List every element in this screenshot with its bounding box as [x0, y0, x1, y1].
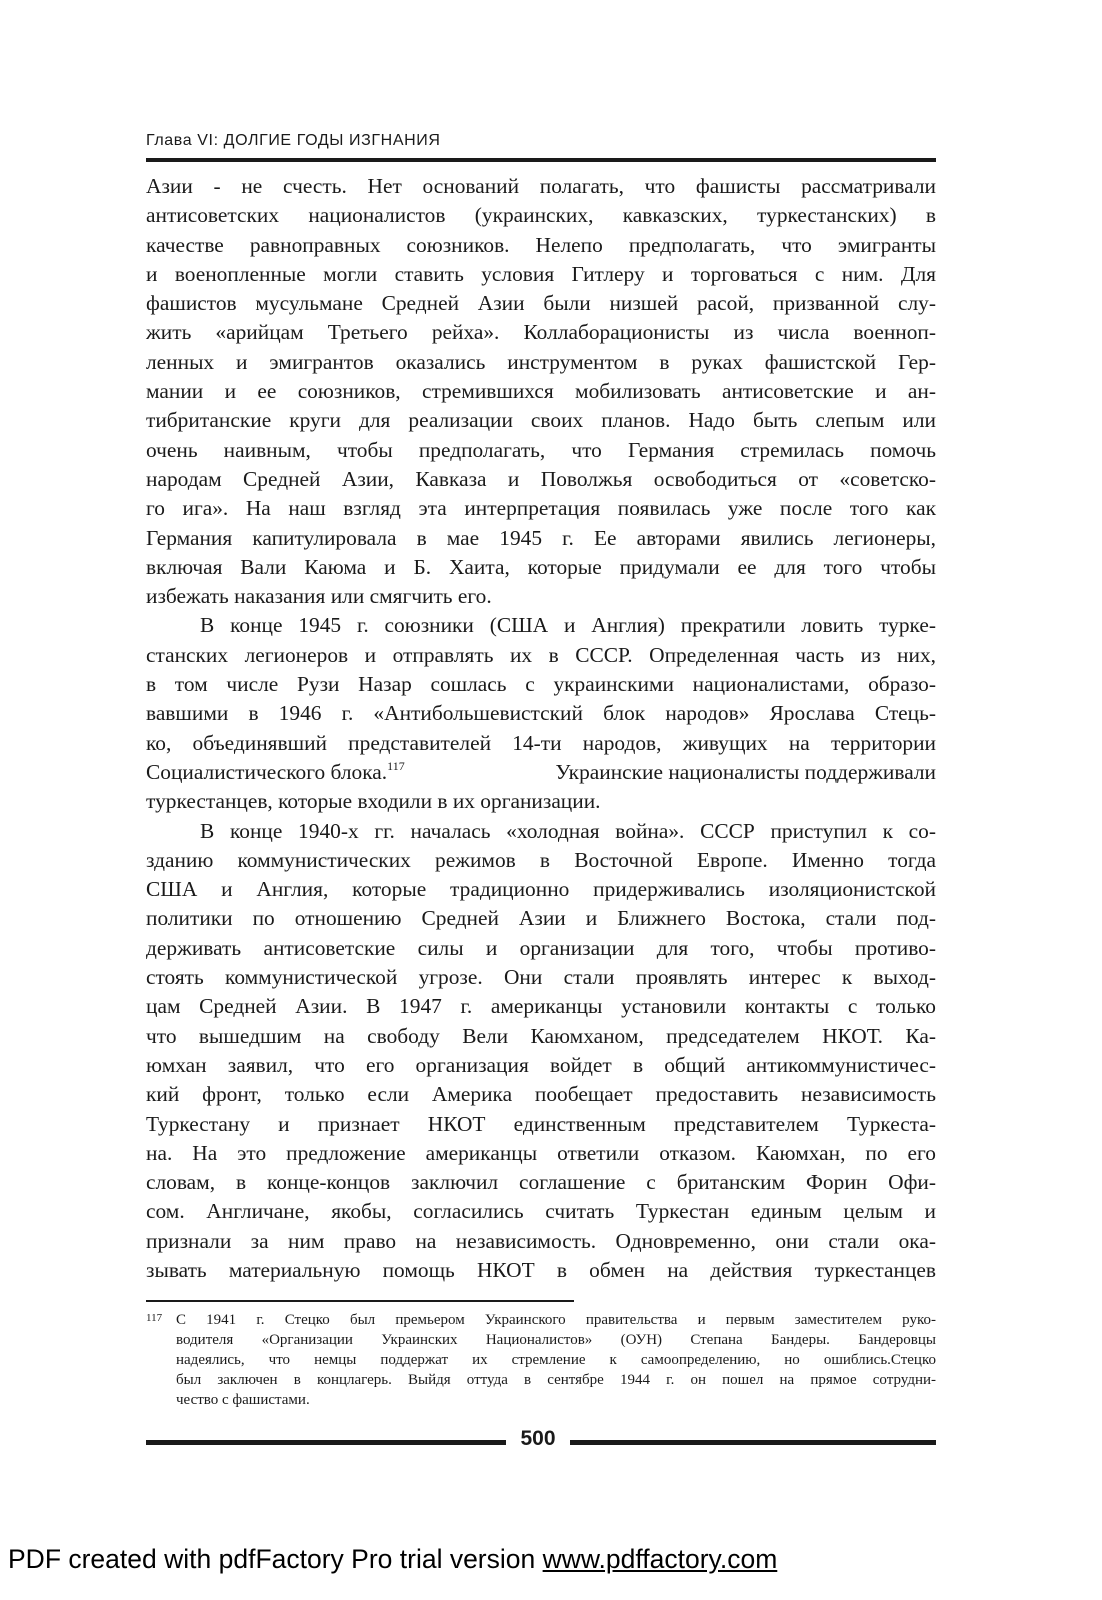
footnote-ref[interactable]: 117 [387, 758, 405, 773]
footnote-mark: 117 [146, 1312, 163, 1324]
text-line: на. На это предложение американцы ответили отказом. Каюмхан, по его [146, 1140, 936, 1165]
footnote-line: водителя «Организации Украинских Националистов» (ОУН) Степана Бандеры. Бандеровцы [176, 1332, 936, 1348]
footnote-line: чество с фашистами. [176, 1392, 310, 1408]
pdffactory-link[interactable]: www.pdffactory.com [542, 1544, 778, 1574]
text-line: тибританские круги для реализации своих планов. Надо быть слепым или [146, 408, 936, 433]
text-line: и военопленные могли ставить условия Гитлеру и торговаться с ним. Для [146, 261, 936, 286]
text-line: антисоветских националистов (украинских, кавказских, туркестанских) в [146, 203, 936, 228]
text-line: го ига». На наш взгляд эта интерпретация появилась уже после того как [146, 496, 936, 521]
body-text [146, 172, 936, 1285]
text-line: Азии - не счесть. Нет оснований полагать, что фашисты рассматривали [146, 174, 936, 198]
text-line: качестве равноправных союзников. Нелепо предполагать, что эмигранты [146, 232, 936, 257]
text-line: Германия капитулировала в мае 1945 г. Ее авторами явились легионеры, [146, 525, 936, 550]
text-line: мании и ее союзников, стремившихся мобилизовать антисоветские и ан- [146, 379, 936, 404]
text-line: избежать наказания или смягчить его. [146, 584, 492, 609]
text-line: В конце 1945 г. союзники (США и Англия) прекратили ловить турке- [200, 613, 936, 638]
text-line: стоять коммунистической угрозе. Они стали проявлять интерес к выход- [146, 965, 936, 990]
text-line: держивать антисоветские силы и организации для того, чтобы противо- [146, 935, 936, 960]
text-line: народам Средней Азии, Кавказа и Поволжья освободиться от «советско- [146, 466, 936, 491]
folio-rule-right [570, 1440, 936, 1445]
text-fragment: Социалистического блока. [146, 759, 388, 784]
footnote-line: надеялись, что немцы поддержат их стремление к самоопределению, но ошиблись.Стецко [176, 1352, 936, 1368]
text-line: очень наивным, чтобы предполагать, что Германия стремилась помочь [146, 437, 936, 462]
text-line: признали за ним право на независимость. Одновременно, они стали ока- [146, 1228, 936, 1253]
running-head-title: Глава VI: ДОЛГИЕ ГОДЫ ИЗГНАНИЯ [146, 132, 441, 149]
text-line: США и Англия, которые традиционно придерживались изоляционистской [146, 877, 936, 902]
text-line: Туркестану и признает НКОТ единственным представителем Туркеста- [146, 1111, 936, 1136]
text-line: кий фронт, только если Америка пообещает предоставить независимость [146, 1082, 936, 1107]
text-line: юмхан заявил, что его организация войдет в общий антикоммунистичес- [146, 1052, 936, 1077]
text-line: ко, объединявший представителей 14-ти народов, живущих на территории [146, 730, 936, 755]
footnote-line: С 1941 г. Стецко был премьером Украинского правительства и первым заместителем руко- [176, 1312, 936, 1328]
text-line: в том числе Рузи Назар сошлась с украинскими националистами, образо- [146, 672, 936, 697]
text-line-with-footnote-ref [146, 758, 936, 787]
text-line: включая Вали Каюма и Б. Хаита, которые придумали ее для того чтобы [146, 554, 936, 579]
text-line: станских легионеров и отправлять их в СССР. Определенная часть из них, [146, 642, 936, 667]
pdf-creator-banner [0, 1544, 1102, 1575]
banner-text: PDF created with pdfFactory Pro trial version [8, 1544, 543, 1574]
text-line: политики по отношению Средней Азии и Ближнего Востока, стали под- [146, 906, 936, 931]
text-line: фашистов мусульмане Средней Азии были низшей расой, призванной слу- [146, 291, 936, 316]
text-fragment: Украинские националисты поддерживали [555, 759, 936, 784]
text-line: ленных и эмигрантов оказались инструментом в руках фашистской Гер- [146, 349, 936, 374]
page-number: 500 [520, 1427, 556, 1450]
footnote-rule [146, 1300, 574, 1302]
text-line: зывать материальную помощь НКОТ в обмен на действия туркестанцев [146, 1257, 936, 1282]
text-line: словам, в конце-концов заключил соглашение с британским Форин Офи- [146, 1170, 936, 1195]
header-rule [146, 158, 936, 162]
text-line: туркестанцев, которые входили в их организации. [146, 789, 601, 814]
text-line: зданию коммунистических режимов в Восточной Европе. Именно тогда [146, 847, 936, 872]
folio-rule-left [146, 1440, 506, 1445]
text-line: цам Средней Азии. В 1947 г. американцы установили контакты с только [146, 994, 936, 1019]
text-line: В конце 1940-х гг. началась «холодная война». СССР приступил к со- [200, 818, 936, 843]
text-line: жить «арийцам Третьего рейха». Коллаборационисты из числа военноп- [146, 320, 936, 345]
text-line: что вышедшим на свободу Вели Каюмханом, председателем НКОТ. Ка- [146, 1023, 936, 1048]
text-line: сом. Англичане, якобы, согласились считать Туркестан единым целым и [146, 1199, 936, 1224]
footnote-line: был заключен в концлагерь. Выйдя оттуда в сентябре 1944 г. он пошел на прямое сотрудни- [176, 1372, 936, 1388]
footnote [146, 1310, 936, 1410]
text-line: вавшими в 1946 г. «Антибольшевистский блок народов» Ярослава Стець- [146, 701, 936, 726]
